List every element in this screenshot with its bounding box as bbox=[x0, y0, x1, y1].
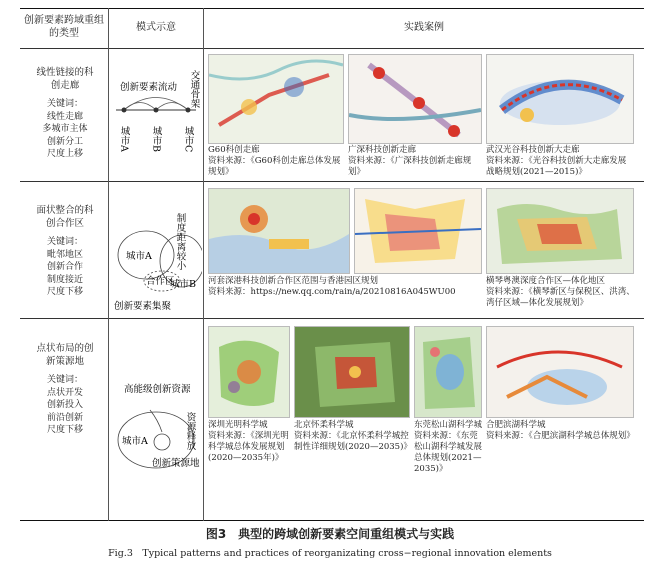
hetao-caption: 河套深港科技创新合作区范围与香港园区规划 资料来源：https://new.qq.com/rain/a/20210816A045WU00 bbox=[208, 276, 456, 297]
row2-zone: 合作区 bbox=[146, 276, 175, 287]
figure-title: 图3 典型的跨域创新要素空间重组模式与实践 bbox=[205, 527, 455, 541]
guangming-map-image bbox=[208, 326, 290, 418]
row2-diagram bbox=[110, 183, 202, 317]
g60-map-image bbox=[208, 54, 344, 144]
header-diagram: 模式示意 bbox=[136, 22, 176, 33]
axis-label: 交通骨架 bbox=[188, 70, 200, 108]
source-circle bbox=[154, 434, 170, 450]
figure-table bbox=[20, 8, 644, 521]
row2-note: 制度距离较小 bbox=[174, 213, 186, 270]
header-rule bbox=[20, 48, 644, 49]
city-a-label: 城市A bbox=[118, 126, 130, 152]
row-rule-1 bbox=[20, 181, 644, 182]
wuhan-map-image bbox=[486, 54, 634, 144]
col-divider-2 bbox=[203, 8, 204, 521]
row3-diagram bbox=[110, 320, 202, 518]
songshanhu-caption: 东莞松山湖科学城 资料来源：《东莞松山湖科学城发展总体规划(2021—2035)》 bbox=[414, 420, 483, 474]
row2-city-b: 城市B bbox=[170, 279, 196, 290]
guangming-caption: 深圳光明科学城 资料来源：《深圳光明科学城总体发展规划(2020—2035年)》 bbox=[208, 420, 289, 463]
g60-caption: G60科创走廊 资料来源：《G60科创走廊总体发展规划》 bbox=[208, 145, 341, 177]
row1-diagram bbox=[110, 50, 202, 180]
header-cases: 实践案例 bbox=[404, 22, 444, 33]
binhu-caption: 合肥滨湖科学城 资料来源：《合肥滨湖科学城总体规划》 bbox=[486, 420, 635, 441]
city-a-node bbox=[122, 108, 127, 113]
row3-resource: 高能级创新资源 bbox=[124, 384, 191, 395]
hetao-map-image bbox=[208, 188, 350, 274]
hetao-park-image bbox=[354, 188, 482, 274]
row3-keywords: 关键词： 点状开发 创新投入 前沿创新 尺度下移 bbox=[46, 375, 83, 435]
row1-keywords: 关键词： 线性走廊 多城市主体 创新分工 尺度上移 bbox=[42, 99, 88, 159]
huairou-caption: 北京怀柔科学城 资料来源：《北京怀柔科学城控制性详细规划(2020—2035)》 bbox=[294, 420, 412, 452]
city-c-label: 城市C bbox=[182, 126, 194, 153]
row2-type-title: 面状整合的科创合作区 bbox=[36, 205, 94, 229]
header-type: 创新要素跨域重组的类型 bbox=[24, 15, 104, 39]
row1-type-title: 线性链接的科创走廊 bbox=[36, 67, 94, 91]
row3-release: 资源释放 bbox=[184, 412, 196, 450]
hengqin-caption: 横琴粤澳深度合作区—体化地区 资料来源：《横琴新区与保税区、洪湾、湾仔区域—体化发展规划》 bbox=[486, 276, 635, 308]
hengqin-map-image bbox=[486, 188, 634, 274]
flow-label: 创新要素流动 bbox=[120, 82, 178, 93]
table-top-rule bbox=[20, 8, 644, 9]
city-b-label: 城市B bbox=[150, 126, 162, 152]
huairou-map-image bbox=[294, 326, 410, 418]
row2-keywords: 关键词： 毗邻地区 创新合作 制度接近 尺度下移 bbox=[46, 237, 83, 297]
guangshen-caption: 广深科技创新走廊 资料来源：《广深科技创新走廊规划》 bbox=[348, 145, 472, 177]
release-arrow bbox=[150, 410, 162, 432]
row-rule-2 bbox=[20, 318, 644, 319]
wuhan-caption: 武汉光谷科技创新大走廊 资料来源：《光谷科技创新大走廊发展战略规划(2021—2015)》 bbox=[486, 145, 627, 177]
row3-source: 创新策源地 bbox=[152, 458, 200, 469]
guangshen-map-image bbox=[348, 54, 482, 144]
row2-gather: 创新要素集聚 bbox=[114, 301, 172, 312]
row2-city-a: 城市A bbox=[126, 251, 152, 262]
table-bottom-rule bbox=[20, 520, 644, 521]
city-c-node bbox=[186, 108, 191, 113]
col-divider-1 bbox=[108, 8, 109, 521]
binhu-map-image bbox=[486, 326, 634, 418]
row3-type-title: 点状布局的创新策源地 bbox=[36, 343, 94, 367]
songshanhu-map-image bbox=[414, 326, 482, 418]
figure-subtitle: Fig.3 Typical patterns and practices of reorganizating cross−regional innovation elements bbox=[108, 548, 552, 559]
city-b-node bbox=[154, 108, 159, 113]
row3-city: 城市A bbox=[122, 436, 148, 447]
